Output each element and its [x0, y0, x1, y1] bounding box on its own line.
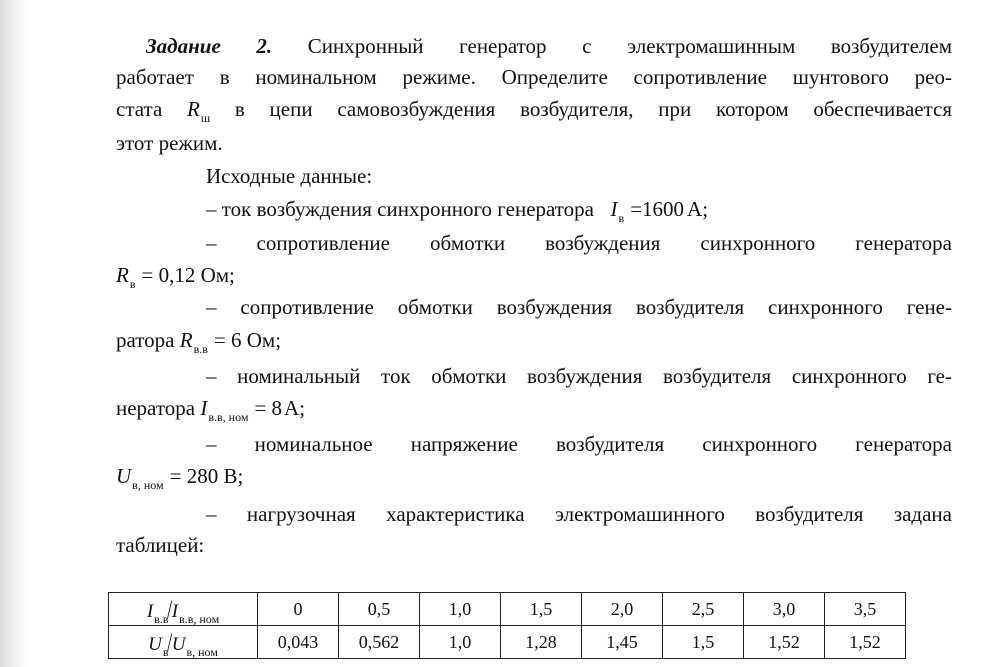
item-5-unit: В; — [223, 464, 244, 488]
task-line-4: этот режим. — [116, 131, 223, 155]
item-gen-winding-resistance-l1: – сопротивление обмотки возбуждения синхронного генератора — [206, 231, 952, 255]
fraction-slash: / — [167, 628, 173, 657]
task-text-1: Синхронный генератор с электромашинным возбудителем — [272, 34, 952, 58]
item-2-unit: Ом; — [200, 263, 235, 287]
table-cell: 1,45 — [582, 626, 663, 659]
table-cell: 1,5 — [663, 626, 744, 659]
table-cell: 1,52 — [744, 626, 825, 659]
item-4-sub: в.в, ном — [208, 410, 249, 424]
item-1-sub: в — [618, 211, 625, 225]
table-row — [109, 626, 906, 659]
item-4-var: I — [200, 396, 208, 420]
table-cell: 1,0 — [420, 626, 501, 659]
item-2-eq: = 0,12 — [141, 263, 196, 287]
initial-data-label: Исходные данные: — [206, 164, 373, 188]
hdr2-num: U — [148, 634, 162, 655]
var-i-v — [610, 197, 625, 225]
table-cell: 0,5 — [339, 593, 420, 626]
item-3-var: R — [179, 328, 193, 352]
table-cell: 1,52 — [825, 626, 906, 659]
var-r-sh — [187, 97, 211, 125]
item-5-sub: в, ном — [132, 478, 164, 492]
var-r-sub: ш — [200, 111, 211, 125]
table-cell: 3,5 — [825, 593, 906, 626]
hdr2-num-sub: в — [162, 645, 169, 659]
row2-header — [109, 626, 258, 659]
item-2-var: R — [116, 263, 129, 287]
item-gen-winding-resistance-l2 — [116, 261, 235, 292]
table-cell: 0,562 — [339, 626, 420, 659]
task-heading: Задание 2. — [146, 34, 273, 58]
document-page — [30, 0, 1000, 667]
hdr2-den-sub: в, ном — [186, 645, 218, 659]
var-r-letter: R — [187, 97, 200, 121]
table-cell: 3,0 — [744, 593, 825, 626]
task-line-2: работает в номинальном режиме. Определите сопротивление шунтового рео- — [116, 65, 952, 89]
item-exciter-rated-current-l2 — [116, 394, 305, 425]
hdr2-den: U — [171, 634, 186, 655]
hdr1-den-sub: в.в, ном — [179, 612, 220, 626]
item-5-eq: = 280 — [169, 464, 219, 488]
task-line-3 — [116, 95, 952, 126]
var-r-v — [116, 263, 136, 291]
table-cell: 0 — [258, 593, 339, 626]
item-1-var: I — [610, 197, 618, 221]
item-load-characteristic-l1: – нагрузочная характеристика электромашинного возбудителя задана — [206, 502, 952, 526]
item-3-pre: ратора — [116, 328, 175, 352]
item-1-text: – ток возбуждения синхронного генератора — [206, 197, 595, 221]
task-line-1 — [146, 32, 952, 60]
var-r-vv — [179, 328, 208, 356]
item-2-sub: в — [129, 277, 136, 291]
load-characteristic-table — [108, 592, 906, 659]
item-3-sub: в.в — [193, 342, 208, 356]
item-exciter-rated-voltage-l1: – номинальное напряжение возбудителя синхронного генератора — [206, 432, 952, 456]
item-exciter-rated-current-l1: – номинальный ток обмотки возбуждения возбудителя синхронного ге- — [206, 364, 952, 388]
item-1-end: ; — [702, 197, 709, 221]
item-load-characteristic-l2: таблицей: — [116, 533, 205, 557]
item-4-end: ; — [299, 396, 306, 420]
hdr1-den: I — [171, 601, 179, 622]
item-1-unit: А — [687, 197, 703, 221]
table-cell: 1,5 — [501, 593, 582, 626]
hdr1-num-sub: в.в — [154, 612, 169, 626]
table-cell: 1,28 — [501, 626, 582, 659]
item-excitation-current — [206, 195, 708, 226]
fraction-slash: / — [167, 595, 173, 624]
table-cell: 2,0 — [582, 593, 663, 626]
item-3-unit: Ом; — [246, 328, 282, 352]
table-row — [109, 593, 906, 626]
task-text-3-pre: стата — [116, 97, 163, 121]
table-cell: 1,0 — [420, 593, 501, 626]
var-i-vv-nom — [200, 396, 249, 424]
item-1-eq: =1600 — [630, 197, 685, 221]
item-4-unit: А — [284, 396, 300, 420]
table-cell: 2,5 — [663, 593, 744, 626]
page-left-shadow — [0, 0, 30, 667]
task-text-3-post: в цепи самовозбуждения возбудителя, при котором обеспечивается — [234, 97, 952, 121]
item-4-eq: = 8 — [254, 396, 283, 420]
item-5-var: U — [116, 464, 132, 488]
hdr1-num: I — [146, 601, 154, 622]
row1-header — [109, 593, 258, 626]
item-exciter-winding-resistance-l1: – сопротивление обмотки возбуждения возбудителя синхронного гене- — [206, 295, 952, 319]
item-exciter-rated-voltage-l2 — [116, 462, 243, 493]
var-u-v-nom — [116, 464, 164, 492]
table-cell: 0,043 — [258, 626, 339, 659]
item-3-eq: = 6 — [213, 328, 242, 352]
item-4-pre: нератора — [116, 396, 196, 420]
item-exciter-winding-resistance-l2 — [116, 326, 281, 357]
